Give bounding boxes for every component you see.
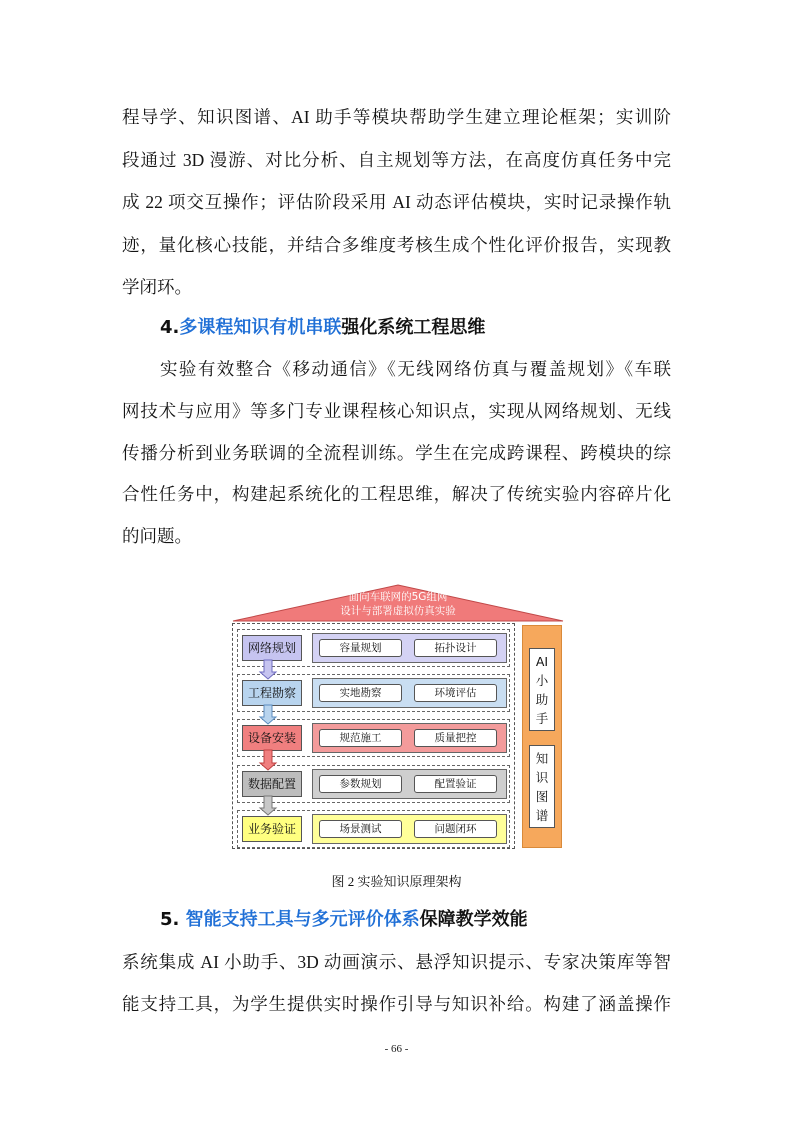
- architecture-figure: [232, 583, 564, 851]
- heading-highlight: 智能支持工具与多元评价体系: [185, 909, 420, 930]
- paragraph: [122, 349, 671, 558]
- task-item: 质量把控: [414, 729, 497, 747]
- figure-caption: 图 2 实验知识原理架构: [331, 874, 462, 889]
- task-item: 问题闭环: [414, 820, 497, 838]
- section-heading: [160, 899, 528, 941]
- task-item: 拓扑设计: [414, 639, 497, 657]
- text-line: 系统集成 AI 小助手、3D 动画演示、悬浮知识提示、专家决策库等智: [122, 952, 671, 972]
- stage-label: 设备安装: [242, 725, 302, 751]
- text-line: 成 22 项交互操作；评估阶段采用 AI 动态评估模块，实时记录操作轨: [122, 192, 671, 212]
- text-line: 程导学、知识图谱、AI 助手等模块帮助学生建立理论框架；实训阶: [122, 107, 671, 127]
- section-heading: [160, 307, 485, 349]
- heading-number: 4.: [160, 317, 180, 338]
- tool-char: 小: [535, 672, 549, 688]
- stage-row: [237, 629, 510, 667]
- heading-rest: 保障教学效能: [419, 909, 528, 930]
- page-number: - 66 -: [384, 1043, 409, 1055]
- stage-label: 业务验证: [242, 816, 302, 842]
- task-item: 容量规划: [319, 639, 402, 657]
- knowledge-graph-box: [529, 745, 555, 828]
- task-item: 参数规划: [319, 775, 402, 793]
- task-item: 场景测试: [319, 820, 402, 838]
- tool-char: 谱: [535, 807, 549, 823]
- task-item: 实地勘察: [319, 684, 402, 702]
- text-line: 网技术与应用》等多门专业课程核心知识点，实现从网络规划、无线: [122, 400, 671, 421]
- roof-title-line: 面向车联网的5G组网: [348, 591, 448, 603]
- task-panel: [312, 633, 507, 663]
- task-item: 环境评估: [414, 684, 497, 702]
- tool-char: AI: [535, 653, 549, 669]
- text-line: 实验有效整合《移动通信》《无线网络仿真与覆盖规划》《车联: [160, 359, 671, 379]
- tool-char: 识: [535, 769, 549, 785]
- task-item: 配置验证: [414, 775, 497, 793]
- stage-label: 数据配置: [242, 771, 302, 797]
- stages-container: [232, 623, 515, 849]
- text-line: 传播分析到业务联调的全流程训练。学生在完成跨课程、跨模块的综: [122, 442, 671, 463]
- text-line: 学闭环。: [122, 277, 192, 297]
- tool-char: 助: [535, 691, 549, 707]
- heading-number: 5.: [160, 909, 186, 930]
- text-line: 能支持工具，为学生提供实时操作引导与知识补给。构建了涵盖操作: [122, 994, 671, 1014]
- stage-row: [237, 719, 510, 757]
- stage-row: [237, 810, 510, 848]
- stage-row: [237, 765, 510, 803]
- stage-label: 网络规划: [242, 635, 302, 661]
- text-line: 迹，量化核心技能，并结合多维度考核生成个性化评价报告，实现教: [122, 234, 671, 255]
- tool-char: 知: [535, 750, 549, 766]
- task-panel: [312, 814, 507, 844]
- support-tools-panel: [522, 625, 562, 848]
- heading-highlight: 多课程知识有机串联: [179, 317, 342, 338]
- task-panel: [312, 769, 507, 799]
- heading-rest: 强化系统工程思维: [341, 317, 486, 338]
- tool-char: 手: [535, 710, 549, 726]
- paragraph: [122, 96, 671, 309]
- roof-title-line: 设计与部署虚拟仿真实验: [340, 605, 456, 617]
- text-line: 合性任务中，构建起系统化的工程思维，解决了传统实验内容碎片化: [122, 484, 671, 505]
- ai-assistant-box: [529, 648, 555, 731]
- paragraph: [122, 941, 671, 1025]
- stage-label: 工程勘察: [242, 680, 302, 706]
- task-panel: [312, 723, 507, 753]
- tool-char: 图: [535, 788, 549, 804]
- text-line: 的问题。: [122, 526, 192, 547]
- task-panel: [312, 678, 507, 708]
- text-line: 段通过 3D 漫游、对比分析、自主规划等方法，在高度仿真任务中完: [122, 149, 671, 170]
- stage-row: [237, 674, 510, 712]
- task-item: 规范施工: [319, 729, 402, 747]
